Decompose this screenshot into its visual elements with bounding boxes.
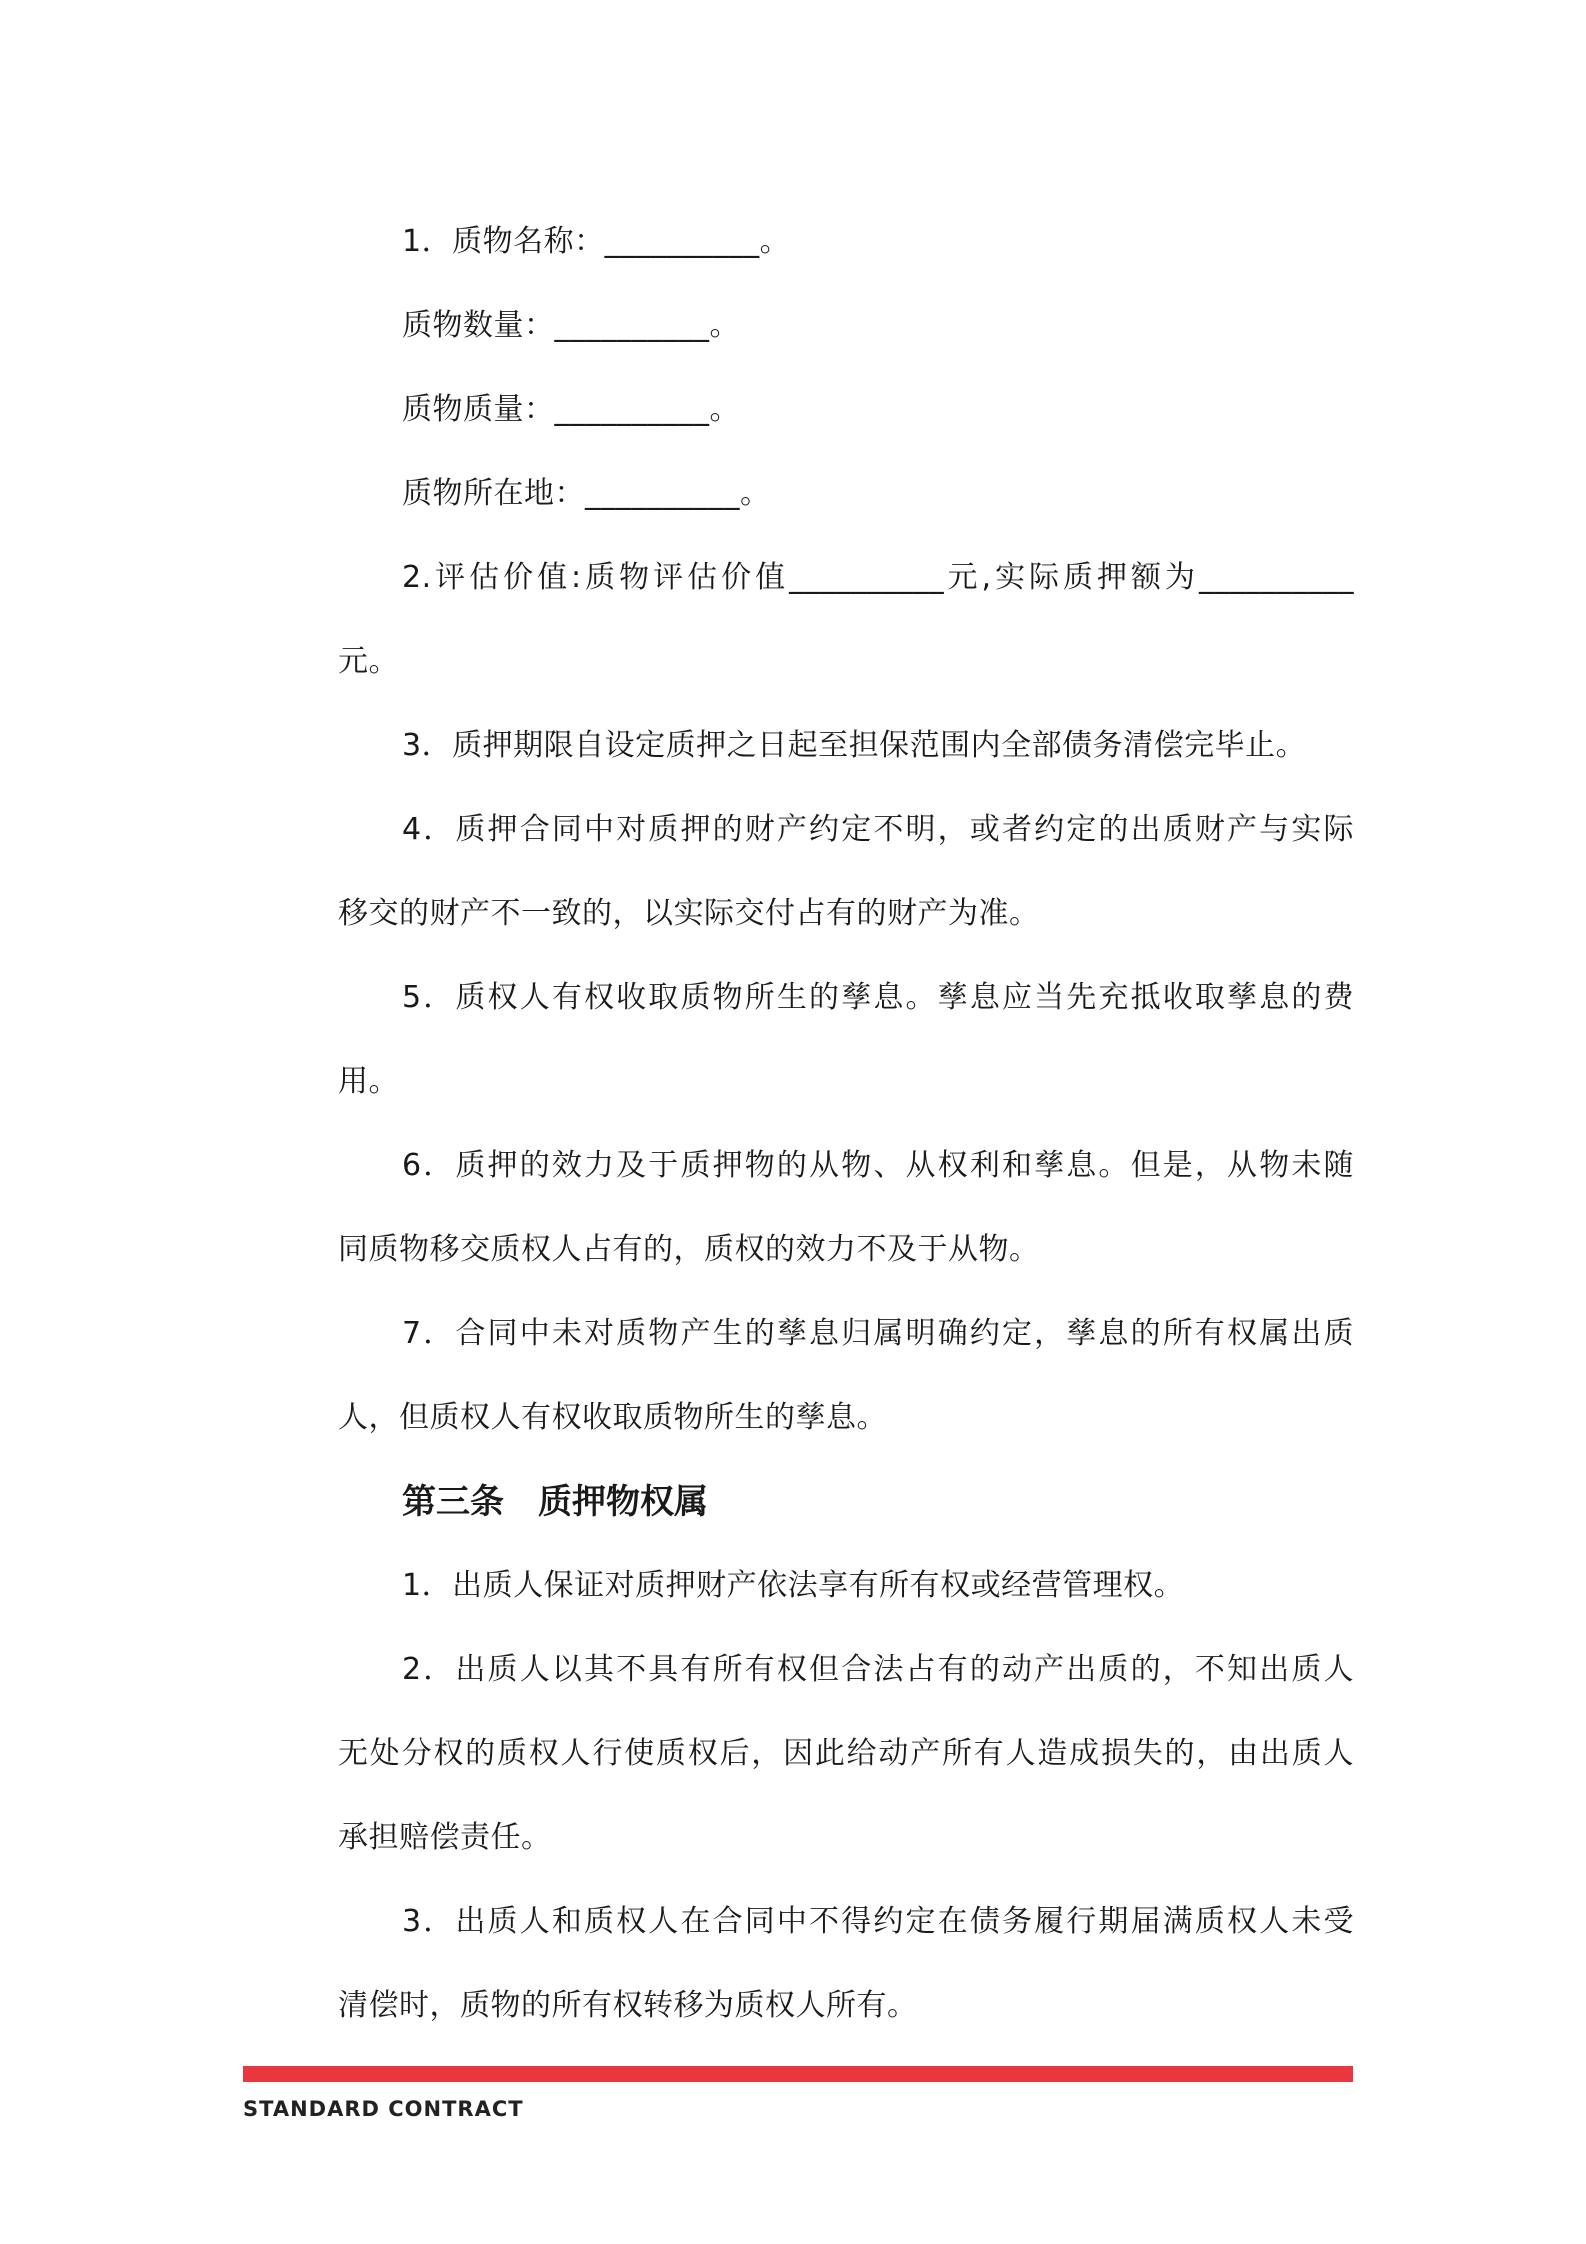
clause-line: 3．质押期限自设定质押之日起至担保范围内全部债务清偿完毕止。 [402,728,1307,763]
clause-line: 3．出质人和质权人在合同中不得约定在债务履行期届满质权人未受 [402,1904,1354,1939]
clause-line: 2.评估价值:质物评估价值__________元,实际质押额为__________ [402,560,1354,595]
clause-line: 质物数量：__________。 [402,308,740,343]
clause-line: 6．质押的效力及于质押物的从物、从权利和孳息。但是，从物未随 [402,1148,1354,1183]
clause-line: 1．质物名称：__________。 [402,224,791,259]
clause-line: 5．质权人有权收取质物所生的孳息。孳息应当先充抵收取孳息的费 [402,980,1354,1015]
footer-label: STANDARD CONTRACT [243,2097,524,2121]
clause-line: 同质物移交质权人占有的，质权的效力不及于从物。 [338,1232,1040,1267]
clause-line: 质物所在地：__________。 [402,476,771,511]
clause-line: 质物质量：__________。 [402,392,740,427]
clause-line: 2．出质人以其不具有所有权但合法占有的动产出质的，不知出质人 [402,1652,1354,1687]
clause-line: 清偿时，质物的所有权转移为质权人所有。 [338,1988,918,2023]
clause-line: 7．合同中未对质物产生的孳息归属明确约定，孳息的所有权属出质 [402,1316,1354,1351]
clause-line: 1．出质人保证对质押财产依法享有所有权或经营管理权。 [402,1568,1185,1603]
clause-line: 4．质押合同中对质押的财产约定不明，或者约定的出质财产与实际 [402,812,1354,847]
contract-body [338,200,1354,2048]
clause-line: 承担赔偿责任。 [338,1820,552,1855]
clause-line: 无处分权的质权人行使质权后，因此给动产所有人造成损失的，由出质人 [338,1736,1354,1771]
clause-line: 人，但质权人有权收取质物所生的孳息。 [338,1400,887,1435]
clause-line: 元。 [338,644,399,679]
clause-line: 用。 [338,1064,399,1099]
footer-accent-bar [243,2066,1353,2082]
section-heading: 第三条 质押物权属 [402,1482,708,1522]
clause-line: 移交的财产不一致的，以实际交付占有的财产为准。 [338,896,1040,931]
